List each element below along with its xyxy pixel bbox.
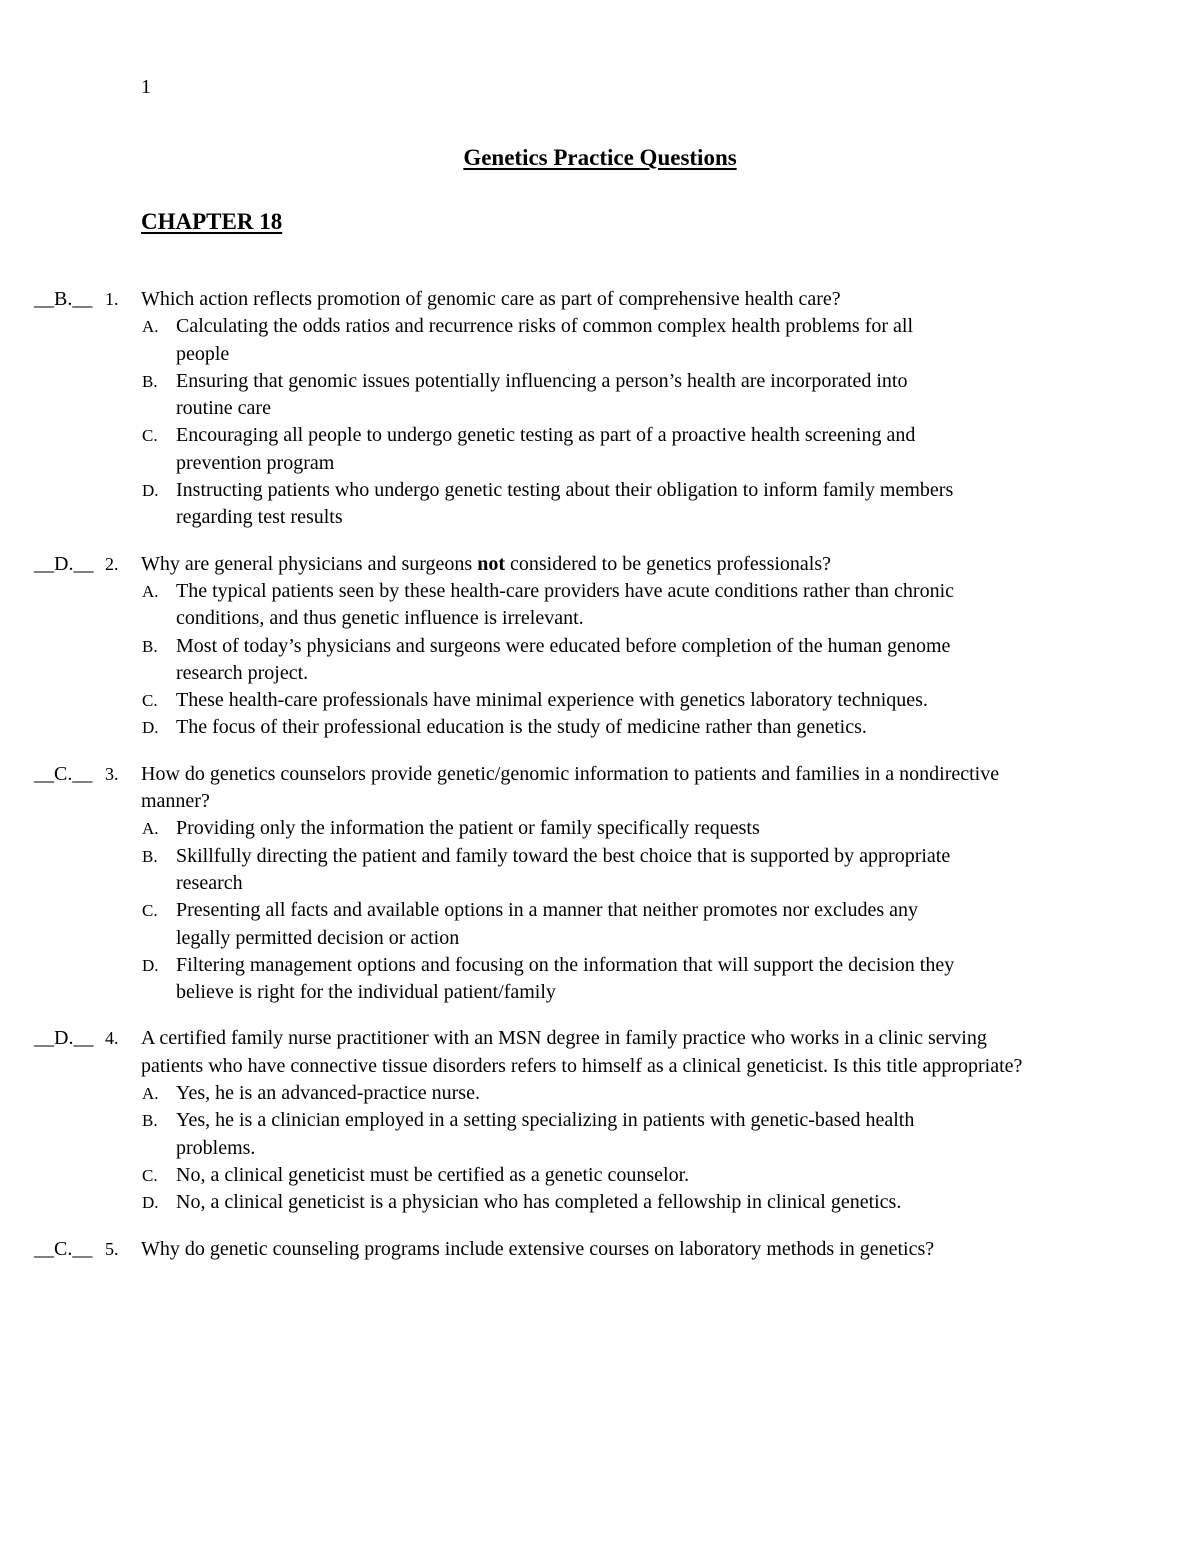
- option-text: The typical patients seen by these health-care providers have acute conditions rather than chronic conditions, and thus genetic influence is irrelevant.: [176, 579, 955, 630]
- question-2: [0, 551, 1200, 742]
- answer-key: __C.__: [34, 1237, 93, 1260]
- question-number: 4.: [105, 1028, 119, 1049]
- question-4: [0, 1025, 1200, 1216]
- option-text: Providing only the information the patient or family specifically requests: [176, 817, 760, 840]
- option-text: Calculating the odds ratios and recurrence risks of common complex health problems for all people: [176, 315, 914, 365]
- option-letter: B.: [142, 1111, 158, 1131]
- option-text: Presenting all facts and available options in a manner that neither promotes nor excludes any legally permitted decision or action: [176, 899, 918, 949]
- document-title: Genetics Practice Questions: [463, 145, 737, 170]
- option-letter: C.: [142, 426, 158, 446]
- answer-key: __B.__: [34, 288, 93, 310]
- option-text: Yes, he is an advanced-practice nurse.: [176, 1082, 480, 1105]
- question-number: 1.: [105, 289, 119, 309]
- option-text: Instructing patients who undergo genetic testing about their obligation to inform family members regarding test results: [176, 479, 954, 529]
- option-letter: D.: [142, 955, 159, 975]
- question-1: [0, 286, 1200, 532]
- option-a: [142, 313, 966, 368]
- chapter-heading: CHAPTER 18: [141, 209, 283, 234]
- question-stem: Which action reflects promotion of genomic care as part of comprehensive health care?: [141, 288, 841, 310]
- option-a: [142, 1080, 966, 1107]
- question-stem: How do genetics counselors provide genetic/genomic information to patients and families in a nondirective manner?: [141, 762, 1000, 813]
- option-d: [142, 1189, 966, 1216]
- option-letter: B.: [142, 636, 158, 656]
- option-letter: B.: [142, 846, 158, 866]
- option-letter: D.: [142, 1193, 159, 1213]
- option-text: Yes, he is a clinician employed in a setting specializing in patients with genetic-based health problems.: [176, 1109, 915, 1159]
- question-3: [0, 761, 1200, 1007]
- question-number: 3.: [105, 763, 119, 784]
- option-b: [142, 368, 966, 423]
- option-text: No, a clinical geneticist must be certified as a genetic counselor.: [176, 1163, 690, 1186]
- option-text: No, a clinical geneticist is a physician who has completed a fellowship in clinical genetics.: [176, 1191, 902, 1214]
- option-text: Encouraging all people to undergo genetic testing as part of a proactive health screening and prevention program: [176, 424, 916, 474]
- option-b: [142, 843, 966, 898]
- option-letter: C.: [142, 691, 158, 711]
- option-text: Most of today’s physicians and surgeons were educated before completion of the human genome research project.: [176, 634, 951, 684]
- option-letter: A.: [142, 581, 159, 601]
- question-list: [0, 286, 1200, 1282]
- emphasis-text: not: [477, 552, 505, 575]
- page-number: 1: [141, 76, 151, 98]
- option-b: [142, 633, 966, 688]
- question-stem: Why are general physicians and surgeons not considered to be genetics professionals?: [141, 552, 832, 575]
- option-c: [142, 897, 966, 952]
- option-text: The focus of their professional education is the study of medicine rather than genetics.: [176, 716, 867, 739]
- option-letter: D.: [142, 718, 159, 738]
- option-a: [142, 578, 966, 633]
- option-letter: C.: [142, 1165, 158, 1185]
- option-b: [142, 1107, 966, 1162]
- option-letter: C.: [142, 901, 158, 921]
- question-stem: Why do genetic counseling programs include extensive courses on laboratory methods in genetics?: [141, 1237, 935, 1260]
- option-letter: B.: [142, 371, 158, 391]
- option-c: [142, 422, 966, 477]
- option-text: Ensuring that genomic issues potentially influencing a person’s health are incorporated into routine care: [176, 369, 908, 420]
- option-c: [142, 1162, 966, 1189]
- option-text: These health-care professionals have minimal experience with genetics laboratory techniques.: [176, 689, 928, 712]
- option-d: [142, 714, 966, 741]
- option-d: [142, 477, 966, 532]
- question-number: 2.: [105, 553, 119, 574]
- question-5: [0, 1236, 1200, 1263]
- option-letter: A.: [142, 1084, 159, 1104]
- option-c: [142, 687, 966, 714]
- option-text: Filtering management options and focusing on the information that will support the decision they believe is right for the individual patient/family: [176, 953, 955, 1004]
- answer-key: __D.__: [34, 1027, 94, 1050]
- option-a: [142, 815, 966, 842]
- answer-key: __C.__: [34, 762, 93, 785]
- option-text: Skillfully directing the patient and family toward the best choice that is supported by appropriate research: [176, 844, 951, 894]
- answer-key: __D.__: [34, 552, 94, 575]
- question-stem: A certified family nurse practitioner with an MSN degree in family practice who works in a clinic serving patients who have connective tissue disorders refers to himself as a clinical geneticist. Is this title appropriate?: [141, 1027, 1023, 1077]
- option-letter: A.: [142, 819, 159, 839]
- option-letter: A.: [142, 317, 159, 337]
- option-d: [142, 952, 966, 1007]
- question-number: 5.: [105, 1238, 119, 1259]
- option-letter: D.: [142, 481, 159, 501]
